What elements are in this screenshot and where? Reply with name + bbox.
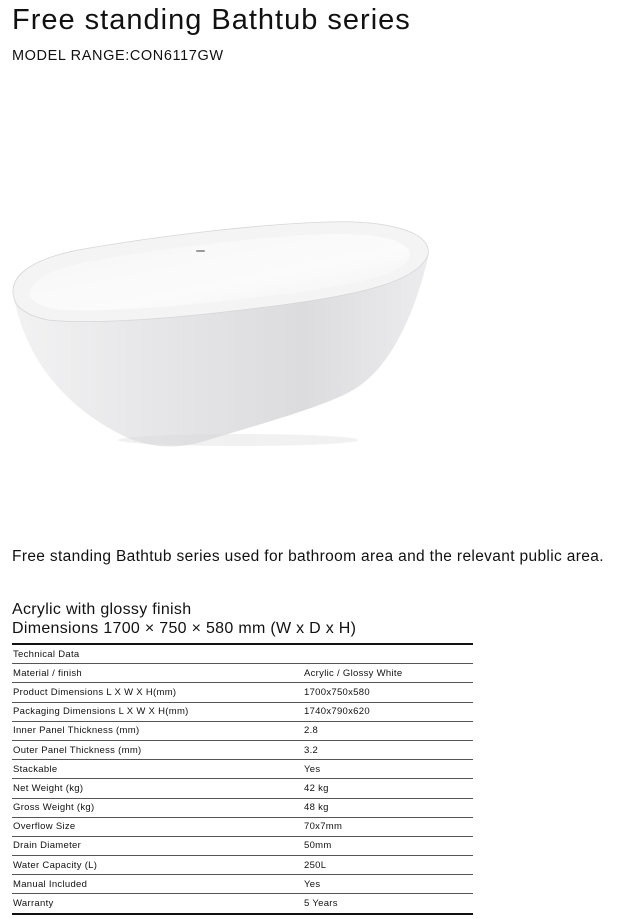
table-row xyxy=(12,702,473,721)
freestanding-bathtub-image xyxy=(8,200,438,460)
spec-label: Product Dimensions L X W X H(mm) xyxy=(12,683,303,702)
spec-label: Inner Panel Thickness (mm) xyxy=(12,721,303,740)
spec-label: Gross Weight (kg) xyxy=(12,798,303,817)
table-row xyxy=(12,760,473,779)
table-row xyxy=(12,875,473,894)
table-row xyxy=(12,836,473,855)
spec-table xyxy=(12,643,473,915)
spec-value: Yes xyxy=(303,875,473,894)
spec-label: Water Capacity (L) xyxy=(12,856,303,875)
spec-value: 70x7mm xyxy=(303,817,473,836)
spec-label: Packaging Dimensions L X W X H(mm) xyxy=(12,702,303,721)
table-row xyxy=(12,779,473,798)
table-row xyxy=(12,817,473,836)
spec-label: Outer Panel Thickness (mm) xyxy=(12,740,303,759)
spec-value: 5 Years xyxy=(304,898,338,910)
spec-value: 1700x750x580 xyxy=(303,683,473,702)
table-row xyxy=(12,664,473,683)
dimensions-line: Dimensions 1700 × 750 × 580 mm (W x D x H) xyxy=(12,620,357,637)
intro-text: Free standing Bathtub series used for bathroom area and the relevant public area. xyxy=(12,548,604,565)
spec-value: 50mm xyxy=(303,836,473,855)
model-range: MODEL RANGE:CON6117GW xyxy=(12,48,224,64)
spec-value: 250L xyxy=(303,856,473,875)
table-header: Technical Data xyxy=(12,644,473,664)
finish-block xyxy=(12,600,356,638)
table-row xyxy=(12,740,473,759)
spec-value: 2.8 xyxy=(303,721,473,740)
table-row xyxy=(12,683,473,702)
spec-label: Material / finish xyxy=(12,664,303,683)
table-row xyxy=(12,798,473,817)
table-header-row xyxy=(12,644,473,664)
table-row xyxy=(12,894,473,914)
finish-line: Acrylic with glossy finish xyxy=(12,601,192,618)
spec-label: Overflow Size xyxy=(12,817,303,836)
spec-value: Yes xyxy=(303,760,473,779)
overflow-slot xyxy=(196,250,205,252)
spec-value: 3.2 xyxy=(303,740,473,759)
spec-value: 1740x790x620 xyxy=(303,702,473,721)
spec-label: Manual Included xyxy=(12,875,303,894)
table-row xyxy=(12,721,473,740)
spec-value: 48 kg xyxy=(303,798,473,817)
spec-label: Drain Diameter xyxy=(12,836,303,855)
spec-value: 42 kg xyxy=(303,779,473,798)
spec-label: Warranty xyxy=(13,898,54,910)
spec-value: Acrylic / Glossy White xyxy=(303,664,473,683)
spec-label: Stackable xyxy=(12,760,303,779)
table-row xyxy=(12,856,473,875)
spec-label: Net Weight (kg) xyxy=(12,779,303,798)
page-title: Free standing Bathtub series xyxy=(12,4,411,36)
